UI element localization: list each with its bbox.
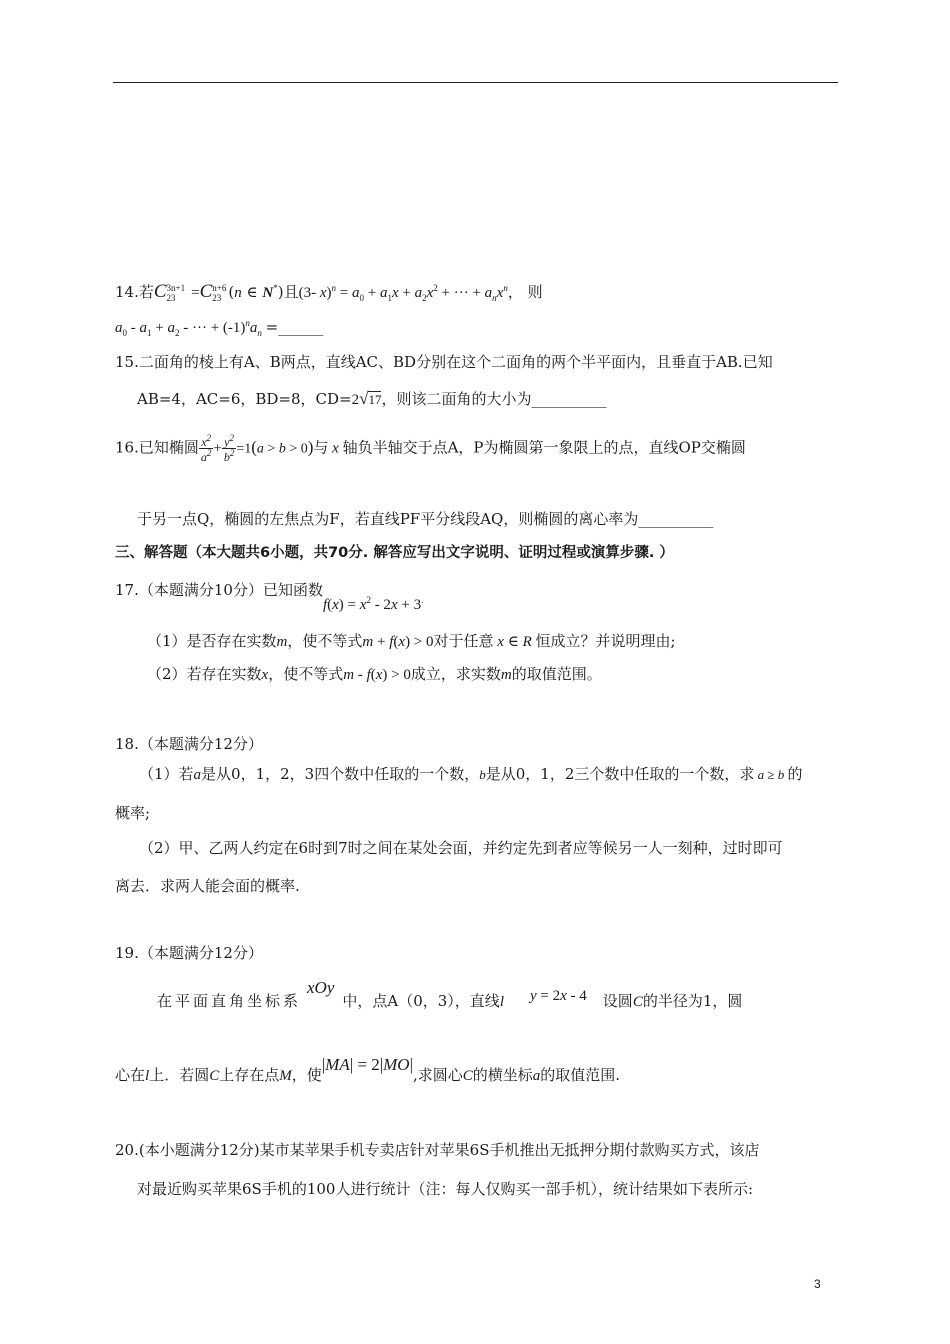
q19-l2-d: ，使 (291, 1066, 322, 1084)
question-18-part-1-cont: 概率; (115, 804, 151, 822)
question-17-part-2: （2）若存在实数x，使不等式m - f(x) > 0成立，求实数m的取值范围。 (147, 665, 602, 683)
question-18-head: 18.（本题满分12分） (115, 735, 263, 753)
q18-p1-c: 是从0，1，2三个数中任取的一个数，求 (485, 765, 755, 783)
q19-l1-d: 的半径为1，圆 (642, 992, 743, 1010)
q19-l2-a: 心在 (115, 1066, 146, 1084)
q19-l2-g: 的取值范围. (540, 1066, 621, 1084)
header-rule (113, 82, 838, 83)
q17-p1-c: 对于任意 (433, 632, 494, 650)
question-20-line-2: 对最近购买苹果6S手机的100人进行统计（注：每人仅购买一部手机），统计结果如下表所示: (137, 1180, 754, 1198)
question-15-line-2: AB=4，AC=6，BD=8，CD=2√17，则该二面角的大小为__________ (137, 389, 607, 408)
q19-l2-b: 上．若圆 (149, 1066, 210, 1084)
q17-head-text: 17.（本题满分10分）已知函数 (115, 581, 323, 599)
q14-mid: 且 (283, 283, 299, 301)
q17-p1-d: 恒成立？并说明理由; (535, 632, 676, 650)
q14-tail: ， 则 (507, 283, 543, 301)
question-19-line-2: 心在l上．若圆C上存在点M，使|MA| = 2|MO|,求圆心C的横坐标a的取值范围. (115, 1055, 621, 1084)
q19-l1-c: 设圆 (602, 992, 633, 1010)
question-15-line-1: 15.二面角的棱上有A、B两点，直线AC、BD分别在这个二面角的两个半平面内，且垂直于AB.已知 (115, 353, 773, 371)
question-19-line-1: 在平面直角坐标系xOy中，点A（0，3），直线l y = 2x - 4 设圆C的半径为1，圆 (157, 978, 743, 1010)
q18-p1-a: （1）若 (139, 765, 194, 783)
question-14-line-1: 14.若C 3n+1 23 =C n+6 23 (n ∈ N*)且(3- $x)^n = a_0 + a_1x + a_2x^2$ + ··· + $a_nx^n$， 则 (115, 281, 543, 303)
question-18-part-1: （1）若a是从0，1，2，3四个数中任取的一个数，b是从0，1，2三个数中任取的一个数，求 a ≥ b 的 (139, 765, 803, 783)
q14-answer-blank: =______ (265, 318, 324, 336)
q17-p1-b: ，使不等式 (287, 632, 363, 650)
q15-given: AB=4，AC=6，BD=8，CD= (137, 390, 352, 408)
section-3-heading: 三、解答题（本大题共6小题，共70分. 解答应写出文字说明、证明过程或演算步骤. ） (115, 545, 674, 561)
question-20-line-1: 20.(本小题满分12分)某市某苹果手机专卖店针对苹果6S手机推出无抵押分期付款购买方式，该店 (115, 1141, 760, 1159)
q16-prefix: 16.已知椭圆 (115, 438, 199, 457)
q17-p1-a: （1）是否存在实数 (147, 632, 277, 650)
q18-p1-b: 是从0，1，2，3四个数中任取的一个数， (201, 765, 480, 783)
q14-prefix: 14.若 (115, 283, 154, 301)
q15-ask: ，则该二面角的大小为__________ (381, 390, 607, 408)
question-18-part-2: （2）甲、乙两人约定在6时到7时之间在某处会面，并约定先到者应等候另一人一刻种，过时即可 (139, 839, 783, 857)
q19-l1-a: 在平面直角坐标系 (157, 992, 302, 1010)
question-16-line-1: 16.已知椭圆 $\frac{x^2}{a^2}$ + $\frac{y^2}{b^2}$ =1(a > b > 0)与 x 轴负半轴交于点A，P为椭圆第一象限上的点，直线OP交椭圆 (115, 433, 746, 464)
q17-p2-c: 成立，求实数 (410, 665, 501, 683)
q17-p2-d: 的取值范围。 (511, 665, 602, 683)
q17-p2-b: ，使不等式 (268, 665, 344, 683)
question-18-part-2-cont: 离去．求两人能会面的概率. (115, 877, 300, 895)
question-16-line-2: 于另一点Q，椭圆的左焦点为F，若直线PF平分线段AQ，则椭圆的离心率为__________ (137, 510, 714, 528)
question-17-part-1: （1）是否存在实数m，使不等式m + f(x) > 0对于任意 x ∈ R 恒成立？并说明理由; (147, 632, 676, 650)
page-number: 3 (814, 1277, 821, 1291)
q18-p1-d: 的 (787, 765, 803, 783)
question-17-head: 17.（本题满分10分）已知函数$f(x) = x^2 - 2x + 3^.$ (115, 581, 424, 613)
q19-l1-b: 中，点A（0，3），直线 (342, 992, 500, 1010)
q16-mid-2: 轴负半轴交于点A，P为椭圆第一象限上的点，直线OP交椭圆 (342, 438, 746, 457)
question-14-line-2: $a_0 - a_1 + a_2$ - ··· + $(-1)^na_n$ =______ (115, 318, 324, 338)
q17-p2-a: （2）若存在实数 (147, 665, 262, 683)
q19-l2-e: ,求圆心 (412, 1066, 463, 1084)
q19-l2-f: 的横坐标 (472, 1066, 533, 1084)
question-19-head: 19.（本题满分12分） (115, 944, 263, 962)
q16-mid: 与 (313, 438, 329, 457)
q19-l2-c: 上存在点 (219, 1066, 280, 1084)
